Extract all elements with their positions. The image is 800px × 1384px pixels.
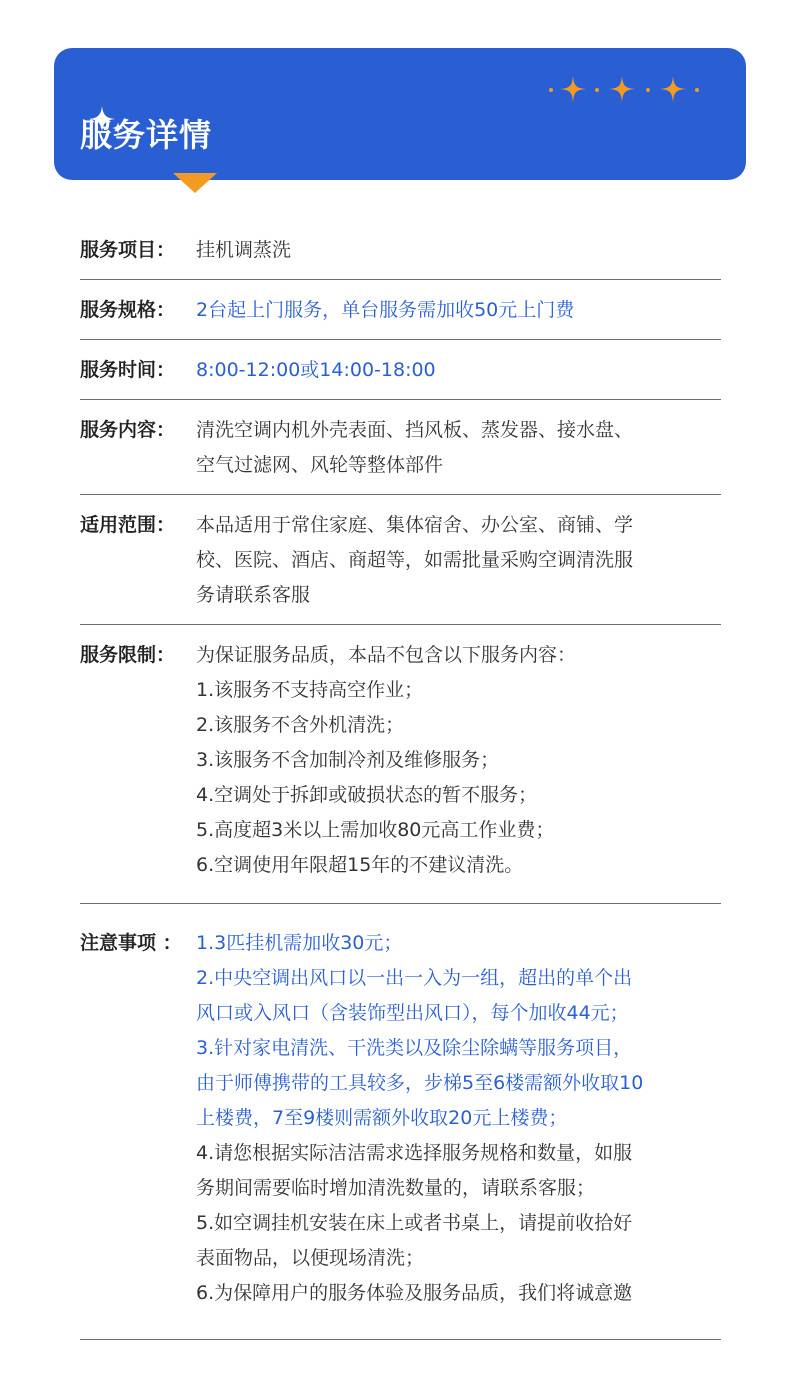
value-line: 1.该服务不支持高空作业；	[196, 679, 424, 701]
value-line: 4.请您根据实际洁洁需求选择服务规格和数量，如服	[196, 1142, 633, 1164]
row-value	[196, 413, 721, 483]
row-label: 服务项目：	[80, 239, 176, 261]
row-label: 适用范围：	[80, 514, 176, 536]
value-line: 5.高度超3米以上需加收80元高工作业费；	[196, 819, 555, 841]
value-line: 2.该服务不含外机清洗；	[196, 714, 405, 736]
row-value	[196, 293, 721, 328]
row-value	[196, 353, 721, 388]
row-label: 服务限制：	[80, 644, 176, 666]
value-line: 2.中央空调出风口以一出一入为一组，超出的单个出	[196, 967, 633, 989]
value-line: 务期间需要临时增加清洗数量的，请联系客服；	[196, 1177, 596, 1199]
page-title: 服务详情	[80, 116, 213, 154]
row-value	[196, 926, 721, 1311]
value-line: 8:00-12:00或14:00-18:00	[196, 359, 436, 381]
pointer-triangle-icon	[173, 173, 217, 193]
value-line: 务请联系客服	[196, 584, 311, 606]
value-line: 空气过滤网、风轮等整体部件	[196, 454, 444, 476]
row-service-time	[80, 340, 721, 400]
value-line: 3.该服务不含加制冷剂及维修服务；	[196, 749, 500, 771]
value-line: 2台起上门服务，单台服务需加收50元上门费	[196, 299, 575, 321]
value-line: 挂机调蒸洗	[196, 239, 292, 261]
row-label: 服务规格：	[80, 299, 176, 321]
row-value	[196, 233, 721, 268]
row-service-limits	[80, 625, 721, 904]
value-line: 1.3匹挂机需加收30元；	[196, 932, 403, 954]
row-service-spec	[80, 280, 721, 340]
value-line: 3.针对家电清洗、干洗类以及除尘除螨等服务项目，	[196, 1037, 633, 1059]
row-service-content	[80, 400, 721, 495]
detail-list	[80, 220, 721, 1340]
value-line: 校、医院、酒店、商超等，如需批量采购空调清洗服	[196, 549, 634, 571]
row-value	[196, 508, 721, 613]
value-line: 由于师傅携带的工具较多，步梯5至6楼需额外收取10	[196, 1072, 644, 1094]
decorative-stars-icon	[546, 70, 706, 110]
row-label: 服务内容：	[80, 419, 176, 441]
value-line: 表面物品，以便现场清洗；	[196, 1247, 425, 1269]
value-line: 5.如空调挂机安装在床上或者书桌上，请提前收拾好	[196, 1212, 633, 1234]
value-line: 上楼费，7至9楼则需额外收取20元上楼费；	[196, 1107, 568, 1129]
row-label: 服务时间：	[80, 359, 176, 381]
row-label: 注意事项 ：	[80, 932, 182, 954]
row-notes	[80, 904, 721, 1340]
value-line: 清洗空调内机外壳表面、挡风板、蒸发器、接水盘、	[196, 419, 634, 441]
row-service-item	[80, 220, 721, 280]
value-line: 风口或入风口（含装饰型出风口），每个加收44元；	[196, 1002, 629, 1024]
value-line: 为保证服务品质，本品不包含以下服务内容：	[196, 644, 577, 666]
row-value	[196, 638, 721, 883]
row-applicable-scope	[80, 495, 721, 625]
value-line: 4.空调处于拆卸或破损状态的暂不服务；	[196, 784, 538, 806]
value-line: 6.空调使用年限超15年的不建议清洗。	[196, 854, 524, 876]
value-line: 6.为保障用户的服务体验及服务品质，我们将诚意邀	[196, 1282, 633, 1304]
value-line: 本品适用于常住家庭、集体宿舍、办公室、商铺、学	[196, 514, 634, 536]
